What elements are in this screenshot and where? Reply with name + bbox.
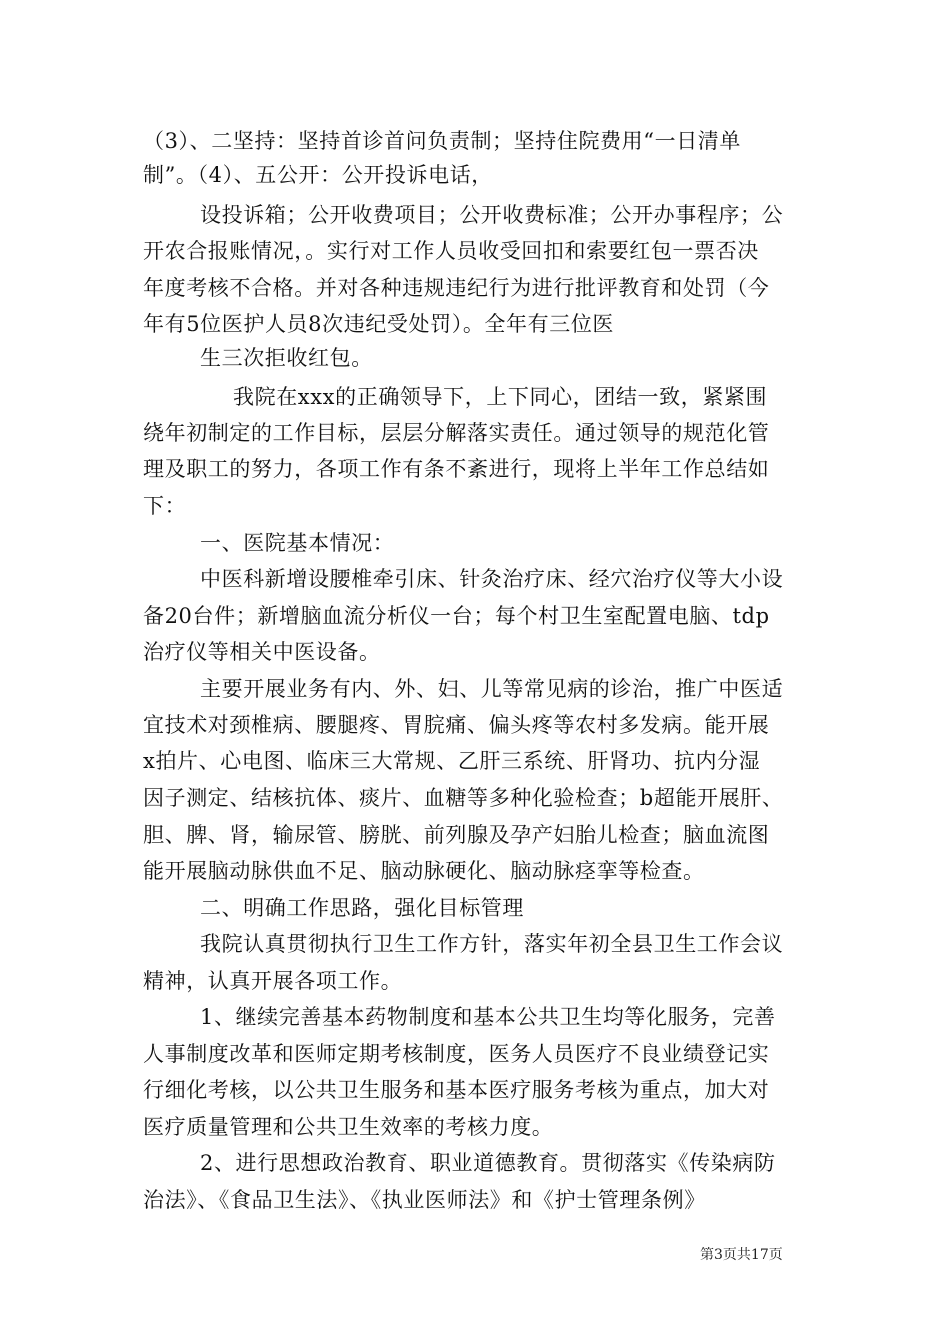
text-line: （3）、二坚持：坚持首诊首问负责制；坚持住院费用“一日清单 — [143, 129, 741, 153]
text-line: 因子测定、结核抗体、痰片、血糖等多种化验检查；b超能开展肝、 — [143, 786, 784, 810]
text-line: 人事制度改革和医师定期考核制度，医务人员医疗不良业绩登记实 — [143, 1042, 770, 1066]
text-line: 年有5位医护人员8次违纪受处罚）。全年有三位医 — [143, 312, 615, 336]
text-line: 2、进行思想政治教育、职业道德教育。贯彻落实《传染病防 — [200, 1151, 776, 1175]
text-line: 生三次拒收红包。 — [200, 346, 373, 370]
section-heading: 二、明确工作思路，强化目标管理 — [200, 896, 524, 920]
text-line: 治疗仪等相关中医设备。 — [143, 640, 381, 664]
text-line: 我院认真贯彻执行卫生工作方针，落实年初全县卫生工作会议 — [200, 932, 784, 956]
text-line: 我院在xxx的正确领导下，上下同心，团结一致，紧紧围 — [233, 385, 768, 409]
text-line: 下： — [143, 494, 187, 518]
text-line: 治法》、《食品卫生法》、《执业医师法》和《护士管理条例》 — [143, 1188, 706, 1212]
text-line: 理及职工的努力，各项工作有条不紊进行，现将上半年工作总结如 — [143, 457, 770, 481]
text-line: 医疗质量管理和公共卫生效率的考核力度。 — [143, 1115, 554, 1139]
text-line: 开农合报账情况，。实行对工作人员收受回扣和索要红包一票否决 — [143, 239, 759, 263]
text-line: 中医科新增设腰椎牵引床、针灸治疗床、经穴治疗仪等大小设 — [200, 567, 784, 591]
text-line: 宜技术对颈椎病、腰腿疼、胃脘痛、偏头疼等农村多发病。能开展 — [143, 713, 770, 737]
text-line: 年度考核不合格。并对各种违规违纪行为进行批评教育和处罚（今 — [143, 276, 770, 300]
section-heading: 一、医院基本情况： — [200, 531, 395, 555]
text-line: 行细化考核，以公共卫生服务和基本医疗服务考核为重点，加大对 — [143, 1078, 770, 1102]
text-line: 能开展脑动脉供血不足、脑动脉硬化、脑动脉痉挛等检查。 — [143, 859, 705, 883]
text-line: 备20台件；新增脑血流分析仪一台；每个村卫生室配置电脑、tdp — [143, 604, 770, 628]
text-line: x拍片、心电图、临床三大常规、乙肝三系统、肝肾功、抗内分湿 — [143, 749, 761, 773]
text-line: 精神，认真开展各项工作。 — [143, 969, 403, 993]
text-line: 设投诉箱；公开收费项目；公开收费标准；公开办事程序；公 — [200, 203, 784, 227]
text-line: 主要开展业务有内、外、妇、儿等常见病的诊治，推广中医适 — [200, 677, 784, 701]
text-line: 1、继续完善基本药物制度和基本公共卫生均等化服务，完善 — [200, 1005, 776, 1029]
text-line: 绕年初制定的工作目标，层层分解落实责任。通过领导的规范化管 — [143, 421, 770, 445]
page-number: 第3页共17页 — [700, 1247, 783, 1263]
text-line: 胆、脾、肾，输尿管、膀胱、前列腺及孕产妇胎儿检查；脑血流图 — [143, 823, 770, 847]
text-line: 制”。（4）、五公开：公开投诉电话， — [143, 163, 493, 187]
